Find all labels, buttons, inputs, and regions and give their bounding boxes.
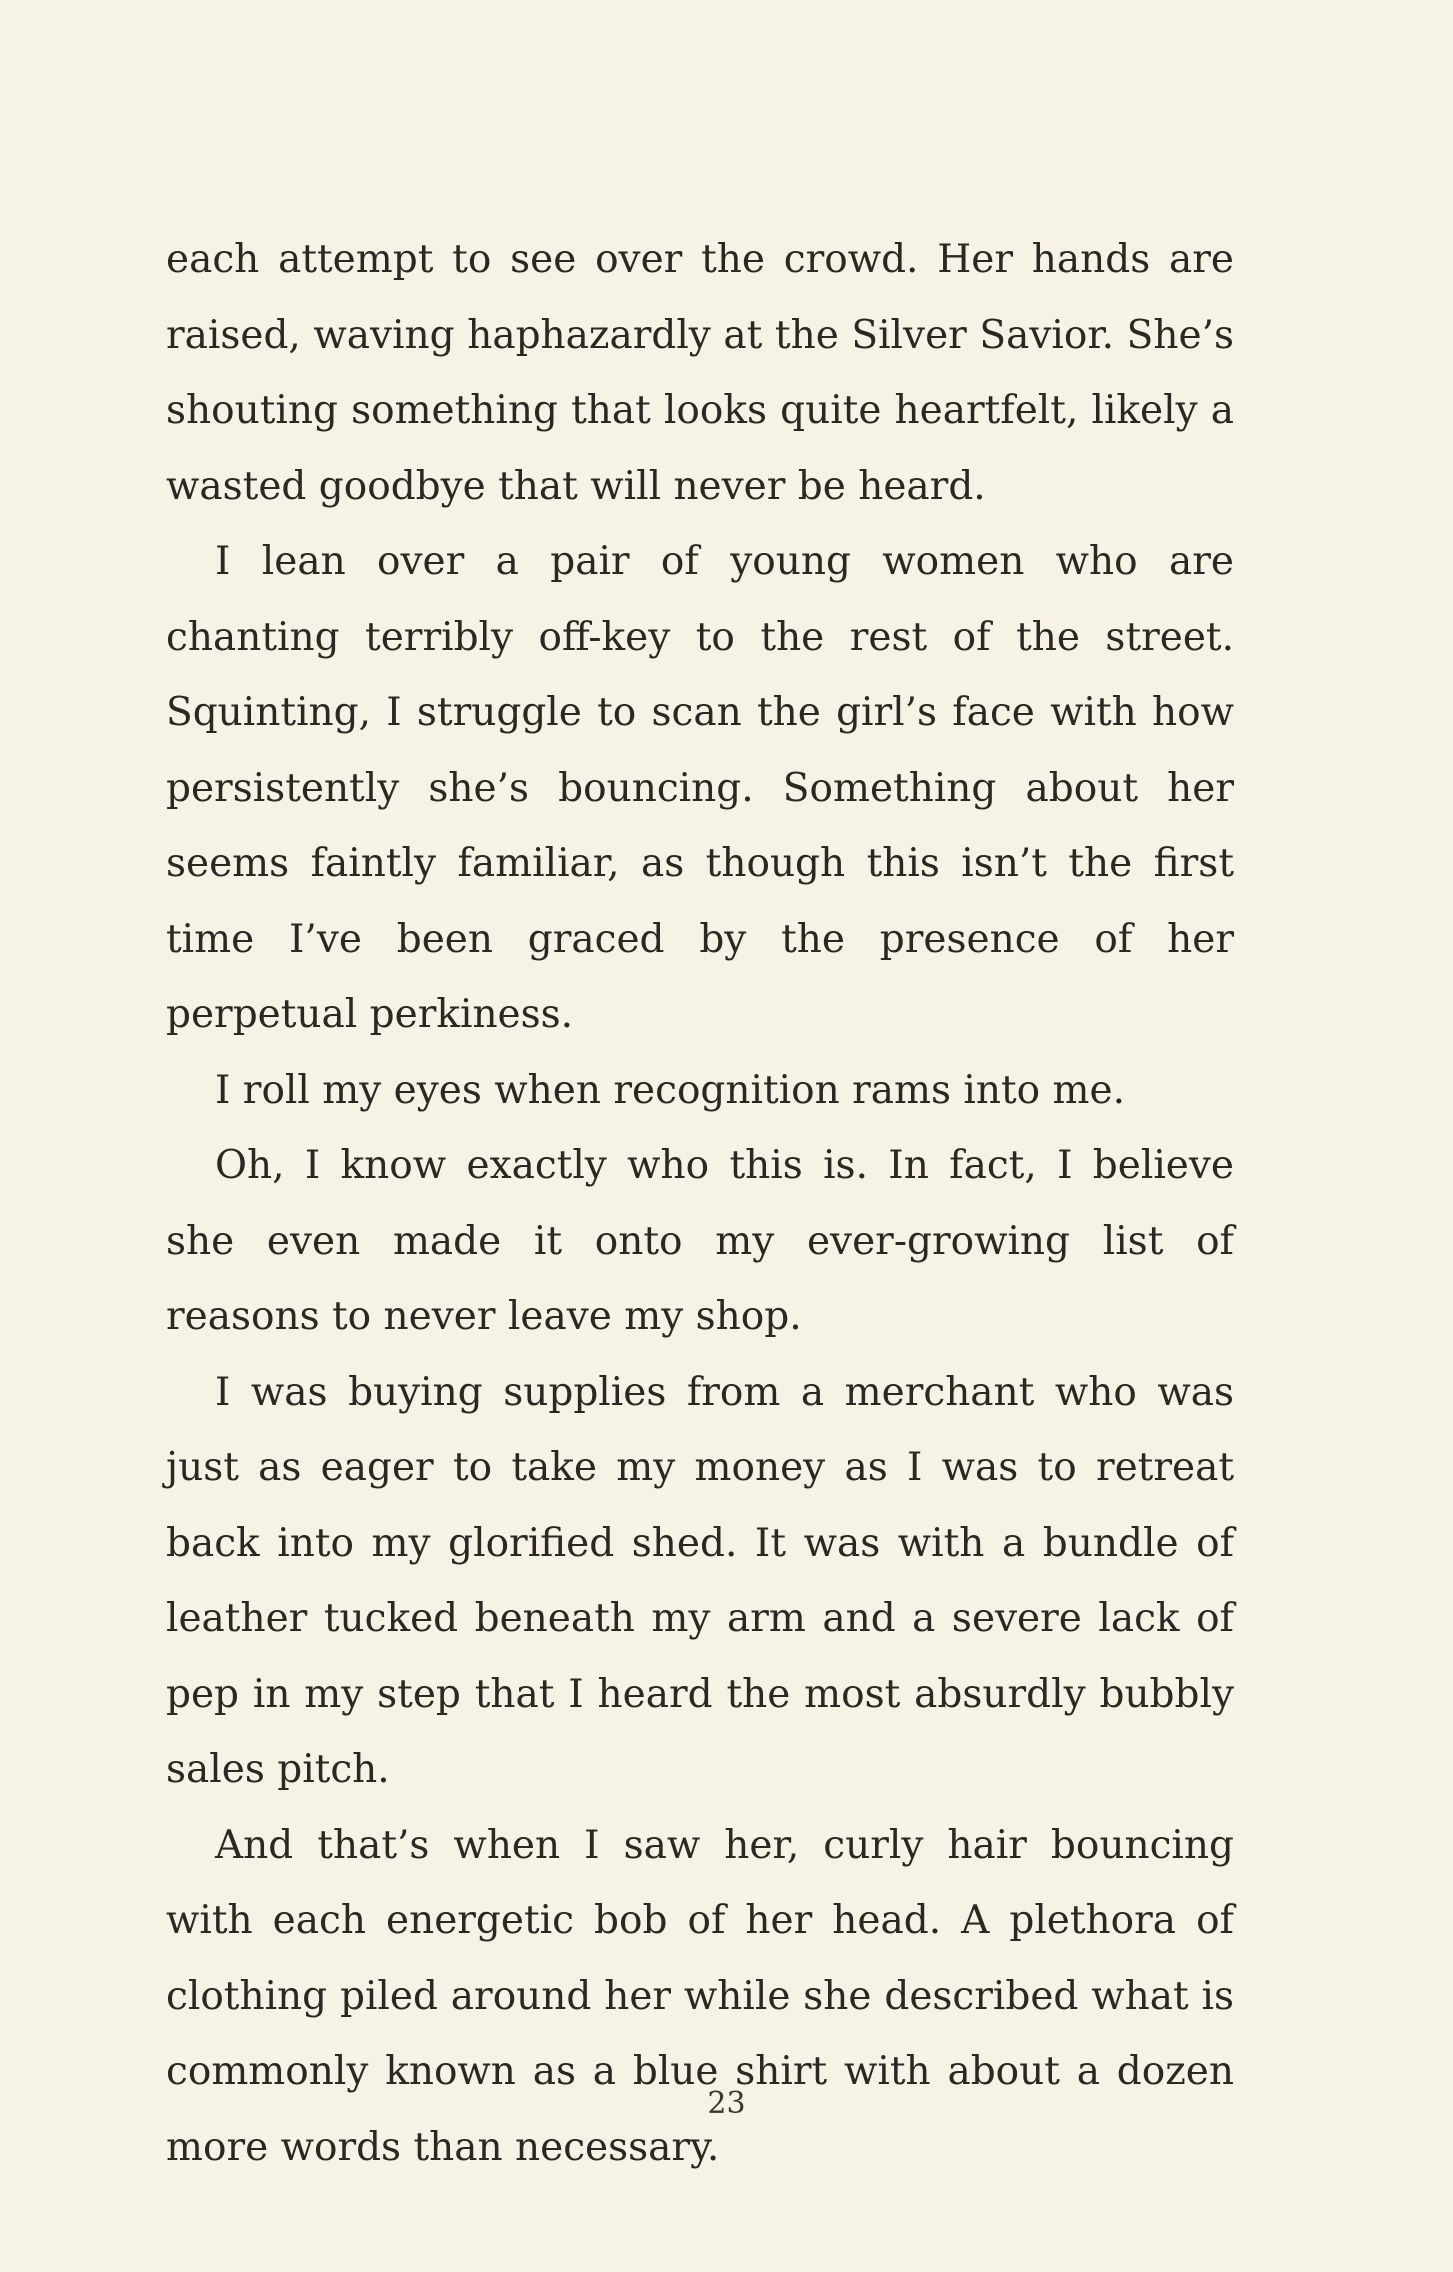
page-number: 23 bbox=[707, 2086, 746, 2121]
paragraph: And that’s when I saw her, curly hair bouncing with each energetic bob of her head. A plethora of clothing piled around her while she described what is commonly known as a blue shirt with about a dozen more words than necessary. bbox=[166, 1822, 1234, 2170]
paragraph: Oh, I know exactly who this is. In fact, I believe she even made it onto my ever-growing list of reasons to never leave my shop. bbox=[166, 1143, 1234, 1339]
paragraph: I roll my eyes when recognition rams into me. bbox=[215, 1067, 1126, 1113]
body-text bbox=[166, 222, 1234, 2185]
paragraph: each attempt to see over the crowd. Her hands are raised, waving haphazardly at the Silver Savior. She’s shouting something that looks quite heartfelt, likely a wasted goodbye that will never be heard. bbox=[166, 237, 1234, 509]
paragraph: I lean over a pair of young women who are chanting terribly off-key to the rest of the street. Squinting, I struggle to scan the girl’s face with how persistently she’s bouncing. Something about her seems faintly familiar, as though this isn’t the first time I’ve been graced by the presence of her perpetual perkiness. bbox=[166, 539, 1234, 1037]
paragraph: I was buying supplies from a merchant who was just as eager to take my money as I was to retreat back into my glorified shed. It was with a bundle of leather tucked beneath my arm and a severe lack of pep in my step that I heard the most absurdly bubbly sales pitch. bbox=[166, 1369, 1234, 1792]
